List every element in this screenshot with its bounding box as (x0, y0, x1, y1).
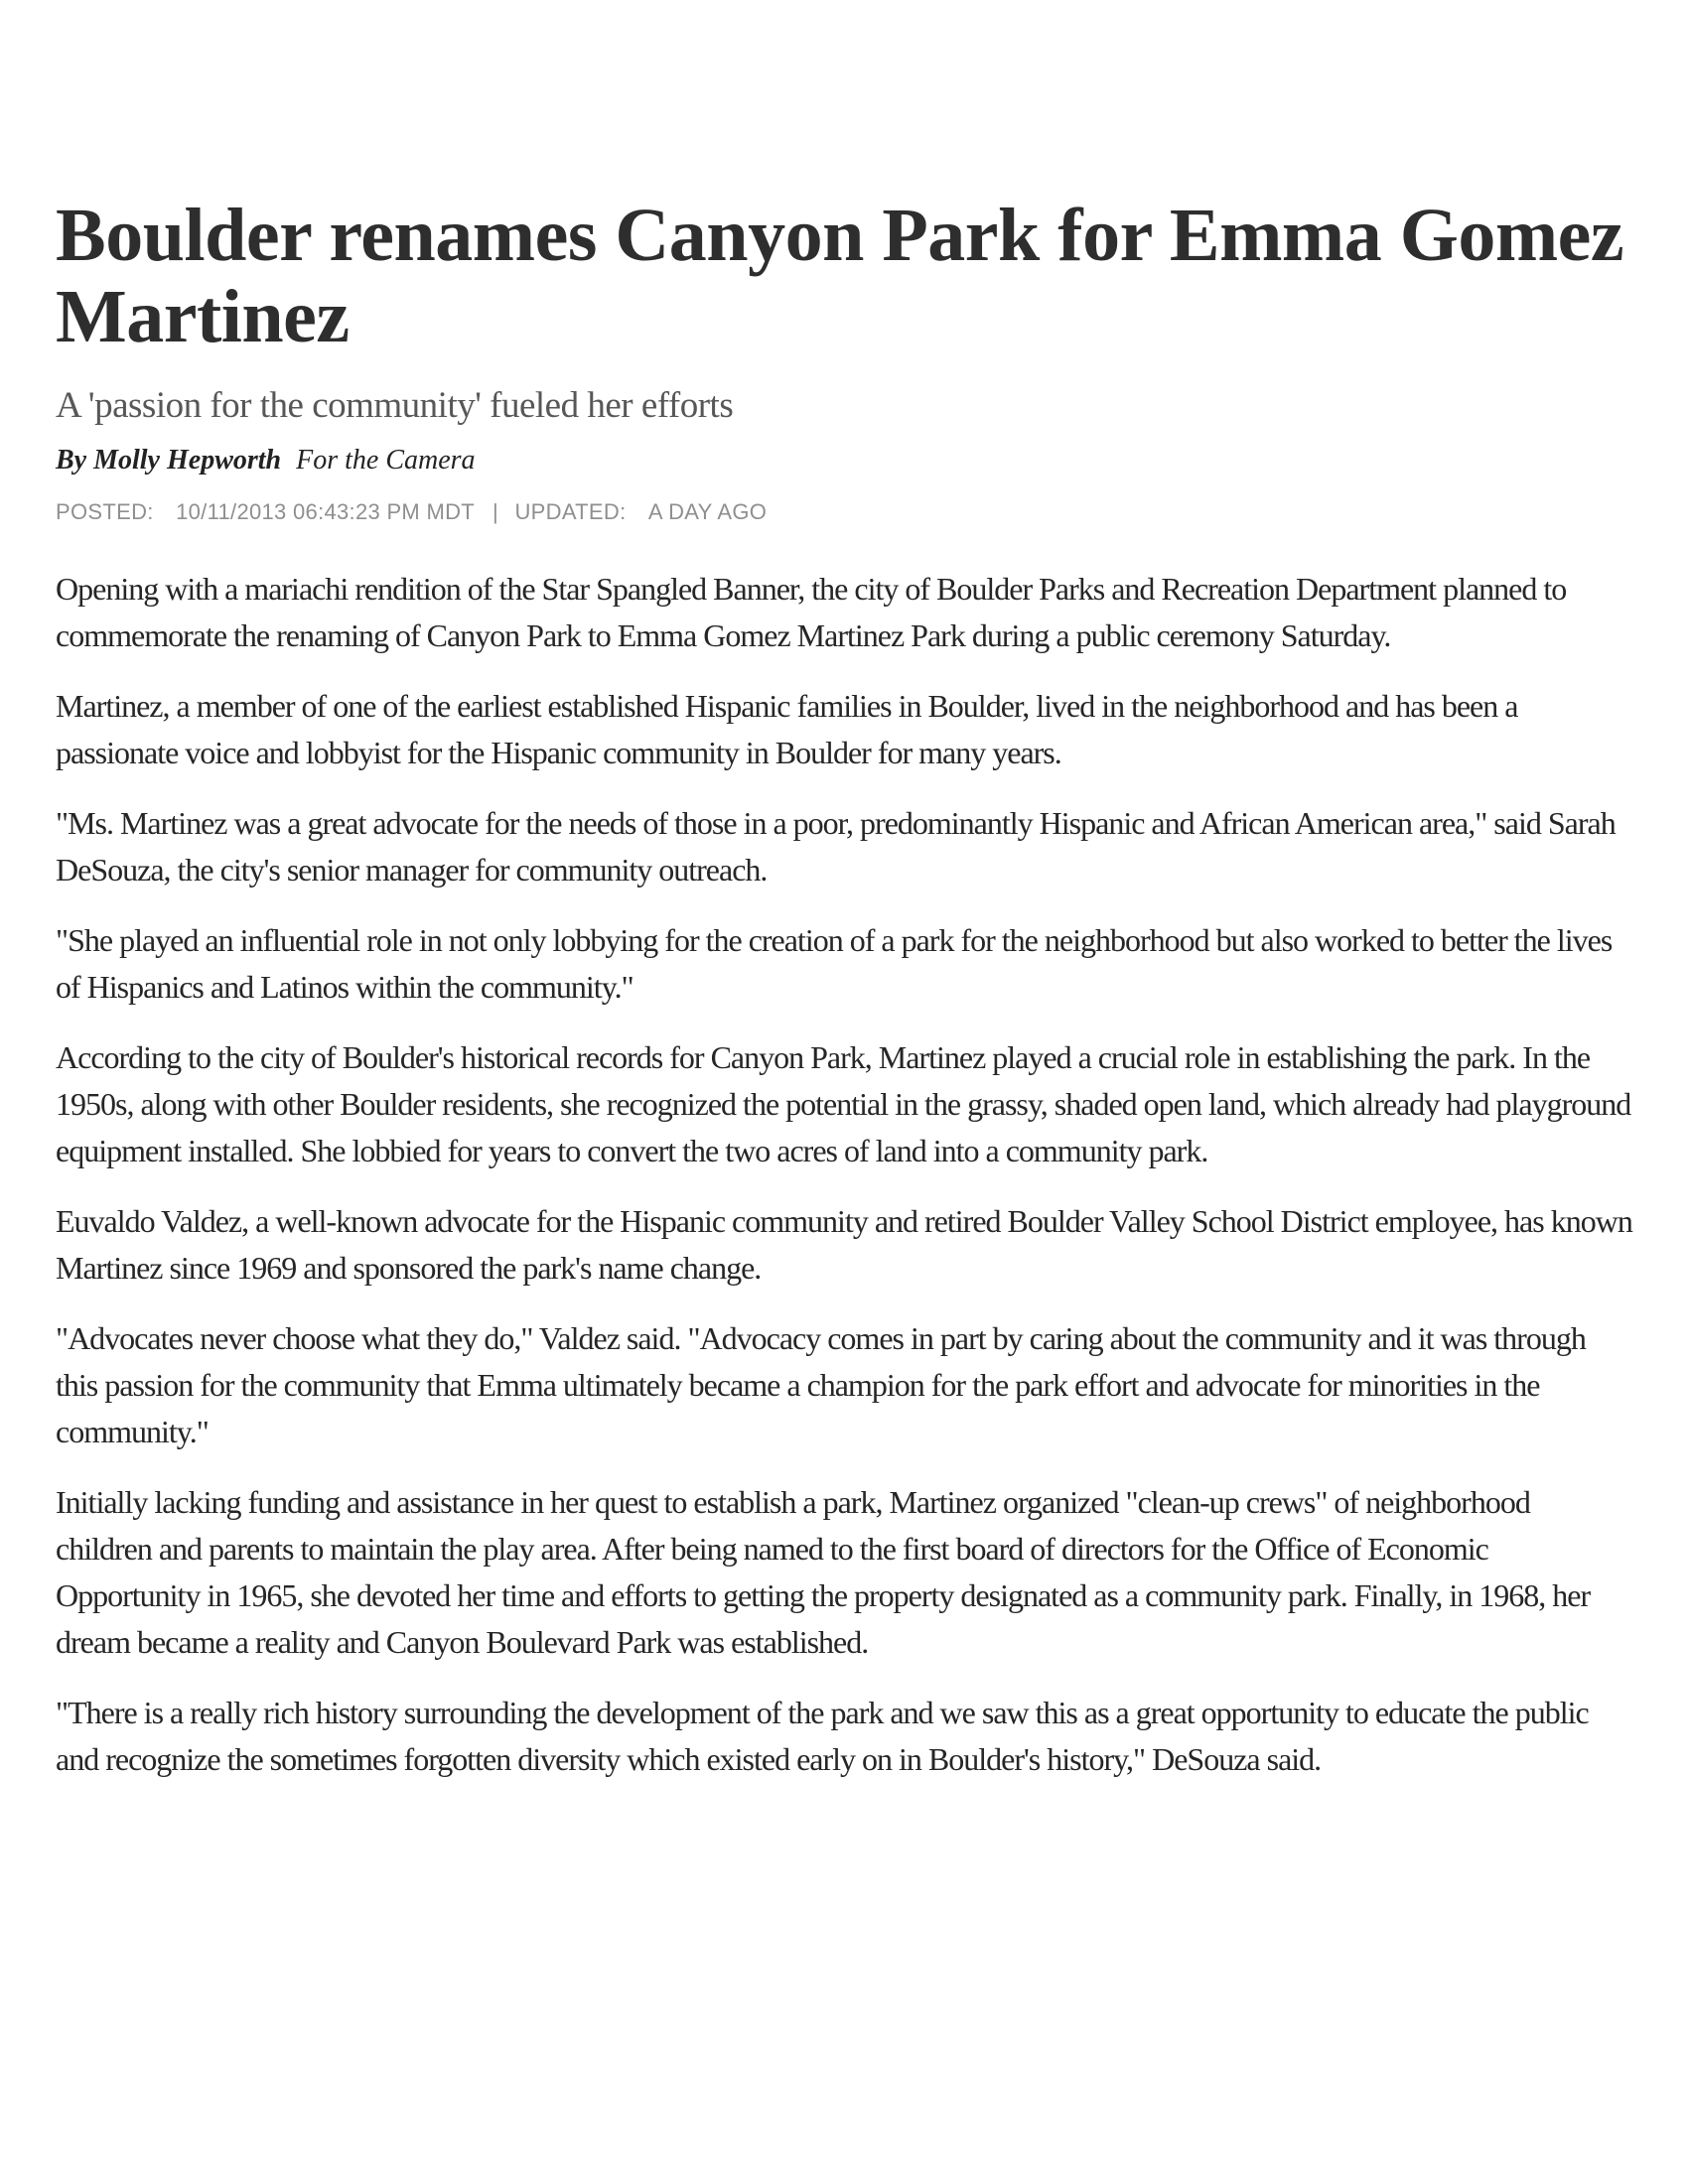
byline-author: By Molly Hepworth (56, 445, 282, 476)
meta-separator: | (492, 499, 499, 524)
byline-affiliation: For the Camera (296, 445, 476, 476)
article-paragraph: According to the city of Boulder's historical records for Canyon Park, Martinez played a crucial role in establishing the park. In the 1950s, along with other Boulder residents, she recognized the potential in the grassy, shaded open land, which already had playground equipment installed. She lobbied for years to convert the two acres of land into a community park. (56, 1039, 1631, 1168)
updated-label: UPDATED: (514, 499, 627, 524)
posted-label: POSTED: (56, 499, 154, 524)
article-paragraph: Martinez, a member of one of the earliest established Hispanic families in Boulder, lived in the neighborhood and has been a passionate voice and lobbyist for the Hispanic community in Boulder for many years. (56, 688, 1518, 770)
article-paragraph: Euvaldo Valdez, a well-known advocate for the Hispanic community and retired Boulder Valley School District employee, has known Martinez since 1969 and sponsored the park's name change. (56, 1203, 1632, 1286)
updated-value: A DAY AGO (647, 499, 768, 524)
article-paragraph: "She played an influential role in not only lobbying for the creation of a park for the neighborhood but also worked to better the lives of Hispanics and Latinos within the community." (56, 922, 1613, 1005)
article-paragraph: "Ms. Martinez was a great advocate for the needs of those in a poor, predominantly Hispanic and African American area," said Sarah DeSouza, the city's senior manager for community outreach. (56, 805, 1616, 887)
byline (56, 443, 1632, 478)
timestamp-row (56, 498, 1632, 526)
article-paragraph: "Advocates never choose what they do," Valdez said. "Advocacy comes in part by caring about the community and it was through this passion for the community that Emma ultimately became a champion for the park effort and advocate for minorities in the community." (56, 1320, 1586, 1449)
article-paragraph: Opening with a mariachi rendition of the Star Spangled Banner, the city of Boulder Parks and Recreation Department planned to commemorate the renaming of Canyon Park to Emma Gomez Martinez Park during a public ceremony Saturday. (56, 571, 1567, 653)
article-paragraph: "There is a really rich history surrounding the development of the park and we saw this as a great opportunity to educate the public and recognize the sometimes forgotten diversity which existed early on in Boulder's history," DeSouza said. (56, 1695, 1589, 1777)
article-subtitle: A 'passion for the community' fueled her efforts (56, 385, 734, 426)
article (0, 195, 1688, 1783)
article-paragraph: Initially lacking funding and assistance in her quest to establish a park, Martinez organized "clean-up crews" of neighborhood children and parents to maintain the play area. After being named to the first board of directors for the Office of Economic Opportunity in 1965, she devoted her time and efforts to getting the property designated as a community park. Finally, in 1968, her dream became a reality and Canyon Boulevard Park was established. (56, 1484, 1591, 1660)
posted-datetime: 10/11/2013 06:43:23 PM MDT (176, 499, 475, 524)
article-title: Boulder renames Canyon Park for Emma Gomez Martinez (56, 194, 1624, 358)
article-body (56, 566, 1632, 1783)
